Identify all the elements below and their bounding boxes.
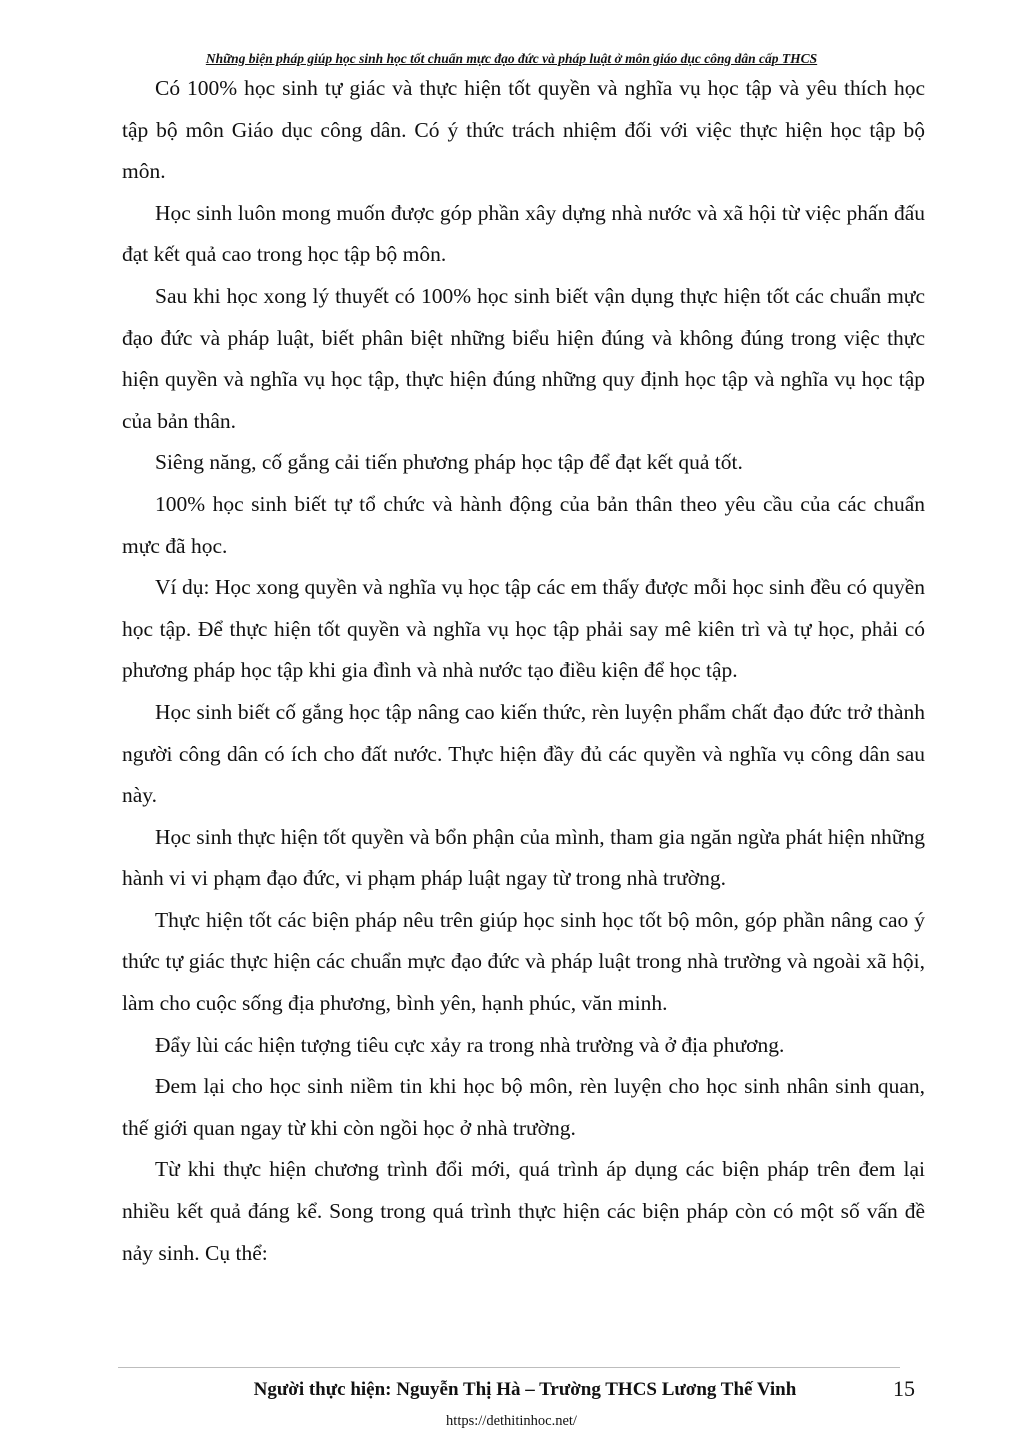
paragraph: Học sinh thực hiện tốt quyền và bổn phận của mình, tham gia ngăn ngừa phát hiện những hành vi vi phạm đạo đức, vi phạm pháp luật ngay từ trong nhà trường. <box>122 824 925 891</box>
paragraph: Học sinh luôn mong muốn được góp phần xây dựng nhà nước và xã hội từ việc phấn đấu đạt kết quả cao trong học tập bộ môn. <box>122 200 925 267</box>
paragraph: Đem lại cho học sinh niềm tin khi học bộ môn, rèn luyện cho học sinh nhân sinh quan, thế giới quan ngay từ khi còn ngồi học ở nhà trường. <box>122 1074 925 1140</box>
document-body <box>122 68 925 1274</box>
paragraph: Từ khi thực hiện chương trình đổi mới, quá trình áp dụng các biện pháp trên đem lại nhiều kết quả đáng kể. Song trong quá trình thực hiện các biện pháp còn có một số vấn đề nảy sinh. Cụ thể: <box>122 1157 925 1265</box>
paragraph: Thực hiện tốt các biện pháp nêu trên giúp học sinh học tốt bộ môn, góp phần nâng cao ý thức tự giác thực hiện các chuẩn mực đạo đức và pháp luật trong nhà trường và ngoài xã hội, làm cho cuộc sống địa phương, bình yên, hạnh phúc, văn minh. <box>122 907 925 1016</box>
paragraph: Siêng năng, cố gắng cải tiến phương pháp học tập để đạt kết quả tốt. <box>155 450 743 475</box>
paragraph: Có 100% học sinh tự giác và thực hiện tốt quyền và nghĩa vụ học tập và yêu thích học tập bộ môn Giáo dục công dân. Có ý thức trách nhiệm đối với việc thực hiện học tập bộ môn. <box>122 76 925 184</box>
footer-author: Người thực hiện: Nguyễn Thị Hà – Trường THCS Lương Thế Vinh <box>253 1379 797 1400</box>
paragraph: 100% học sinh biết tự tổ chức và hành động của bản thân theo yêu cầu của các chuẩn mực đã học. <box>122 491 925 558</box>
footer-url-link[interactable]: https://dethitinhoc.net/ <box>446 1413 577 1429</box>
page-header-title: Những biện pháp giúp học sinh học tốt chuẩn mực đạo đức và pháp luật ở môn giáo dục công dân cấp THCS <box>205 51 818 66</box>
footer-divider <box>118 1367 900 1368</box>
paragraph: Học sinh biết cố gắng học tập nâng cao kiến thức, rèn luyện phẩm chất đạo đức trở thành người công dân có ích cho đất nước. Thực hiện đầy đủ các quyền và nghĩa vụ công dân sau này. <box>122 699 925 808</box>
paragraph: Đẩy lùi các hiện tượng tiêu cực xảy ra trong nhà trường và ở địa phương. <box>155 1032 785 1057</box>
paragraph: Ví dụ: Học xong quyền và nghĩa vụ học tập các em thấy được mỗi học sinh đều có quyền học tập. Để thực hiện tốt quyền và nghĩa vụ học tập phải say mê kiên trì và tự học, phải có phương pháp học tập khi gia đình và nhà nước tạo điều kiện để học tập. <box>122 575 925 683</box>
paragraph: Sau khi học xong lý thuyết có 100% học sinh biết vận dụng thực hiện tốt các chuẩn mực đạo đức và pháp luật, biết phân biệt những biểu hiện đúng và không đúng trong việc thực hiện quyền và nghĩa vụ học tập, thực hiện đúng những quy định học tập và nghĩa vụ học tập của bản thân. <box>122 283 925 433</box>
page-number: 15 <box>893 1376 915 1401</box>
